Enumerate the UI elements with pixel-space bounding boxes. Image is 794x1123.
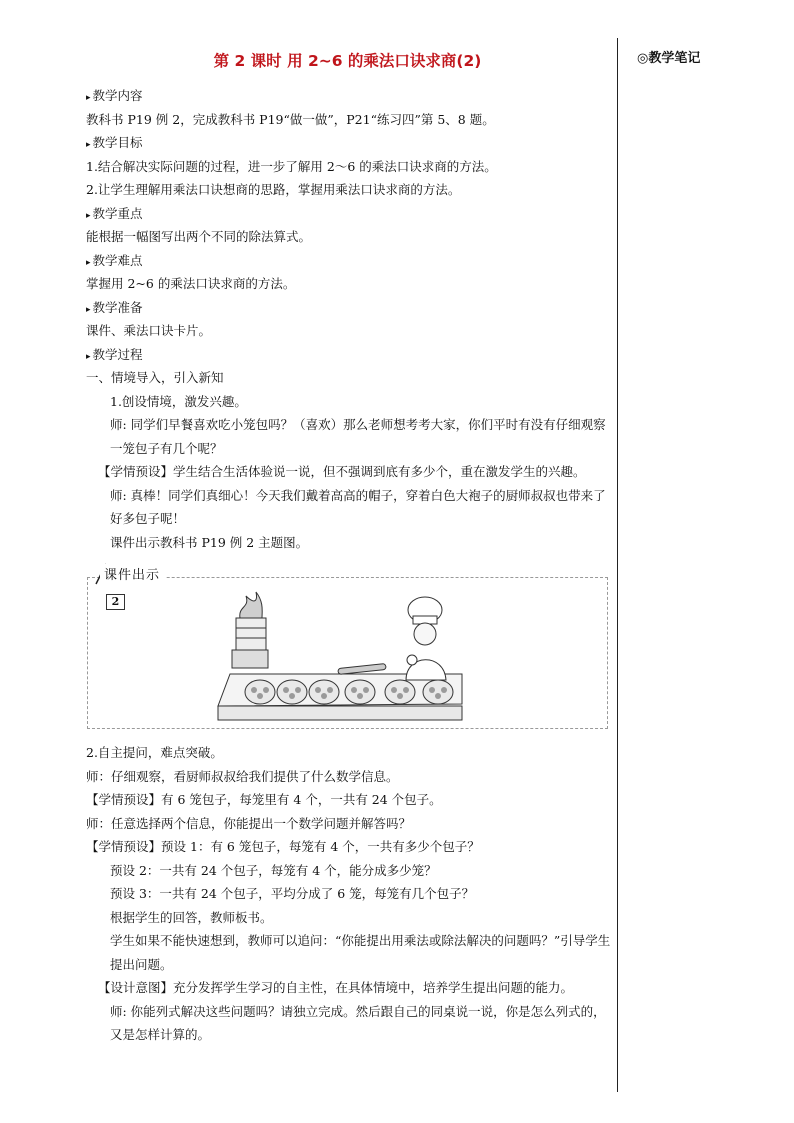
section-head-difficulty: ▸ 教学难点 (86, 249, 612, 273)
student-preset-1 (86, 460, 612, 484)
design-intent (86, 976, 612, 1000)
page-title: 第 2 课时 用 2~6 的乘法口诀求商(2) (213, 52, 482, 70)
preset-tag: 【学情预设】 (98, 464, 174, 479)
preset-text: 学生结合生活体验说一说，但不强调到底有多少个，重在激发学生的兴趣。 (173, 464, 586, 479)
column-divider (617, 38, 618, 1092)
lesson-content-continued (86, 741, 612, 1047)
section-head-prep: ▸ 教学准备 (86, 296, 612, 320)
teacher-line-5: 师：任意选择两个信息，你能提出一个数学问题并解答吗？ (86, 815, 412, 831)
teacher-line-2: 师: 真棒！同学们真细心！今天我们戴着高高的帽子，穿着白色大袍子的厨师叔叔也带来了好多包子呢！ (110, 487, 606, 526)
section-head-key: ▸ 教学重点 (86, 202, 612, 226)
teacher-line-4: 师：仔细观察，看厨师叔叔给我们提供了什么数学信息。 (86, 768, 399, 784)
step-1: 一、情境导入，引入新知 (86, 370, 224, 385)
preset-2: 预设 2：一共有 24 个包子，每笼有 4 个，能分成多少笼？ (110, 862, 437, 878)
teacher-line-3: 课件出示教科书 P19 例 2 主题图。 (110, 534, 309, 550)
teacher-line-6: 根据学生的回答，教师板书。 (110, 909, 273, 925)
key-text: 能根据一幅图写出两个不同的除法算式。 (86, 229, 312, 244)
content-text: 教科书 P19 例 2，完成教科书 P19“做一做”，P21“练习四”第 5、8 题。 (86, 111, 495, 127)
goal-2: 2.让学生理解用乘法口诀想商的思路，掌握用乘法口诀求商的方法。 (86, 182, 461, 197)
difficulty-text: 掌握用 2~6 的乘法口诀求商的方法。 (86, 276, 296, 291)
step-1-1: 1.创设情境，激发兴趣。 (110, 393, 247, 409)
preset-3: 预设 3：一共有 24 个包子，平均分成了 6 笼，每笼有几个包子？ (110, 886, 475, 901)
chef-steamed-buns-illustration (210, 588, 472, 724)
notes-column-title: ◎教学笔记 (637, 51, 701, 66)
design-tag: 【设计意图】 (98, 980, 174, 995)
teacher-line-7: 学生如果不能快速想到，教师可以追问：“你能提出用乘法或除法解决的问题吗？”引导学生提出问题。 (110, 933, 611, 972)
section-head-content: ▸ 教学内容 (86, 84, 612, 108)
student-preset-3 (86, 835, 612, 859)
prep-text: 课件、乘法口诀卡片。 (86, 323, 212, 338)
step-2: 2.自主提问，难点突破。 (86, 745, 223, 760)
teacher-line-8: 师: 你能列式解决这些问题吗？请独立完成。然后跟自己的同桌说一说，你是怎么列式的，又是怎样计算的。 (110, 1003, 606, 1042)
teacher-line-1: 师: 同学们早餐喜欢吃小笼包吗？（喜欢）那么老师想考考大家，你们平时有没有仔细观察一笼包子有几个呢？ (110, 417, 606, 456)
example-number: 2 (106, 594, 125, 610)
lesson-content (86, 84, 612, 554)
figure-label: 课件出示 (100, 564, 166, 583)
student-preset-2 (86, 788, 612, 812)
section-head-process: ▸ 教学过程 (86, 343, 612, 367)
section-head-goals: ▸ 教学目标 (86, 131, 612, 155)
goal-1: 1.结合解决实际问题的过程，进一步了解用 2～6 的乘法口诀求商的方法。 (86, 158, 497, 174)
preset-text: 有 6 笼包子，每笼里有 4 个，一共有 24 个包子。 (161, 792, 442, 807)
preset-tag: 【学情预设】 (86, 839, 162, 854)
design-text: 充分发挥学生学习的自主性，在具体情境中，培养学生提出问题的能力。 (173, 980, 574, 995)
preset-text: 预设 1：有 6 笼包子，每笼有 4 个，一共有多少个包子？ (161, 839, 480, 854)
preset-tag: 【学情预设】 (86, 792, 162, 807)
